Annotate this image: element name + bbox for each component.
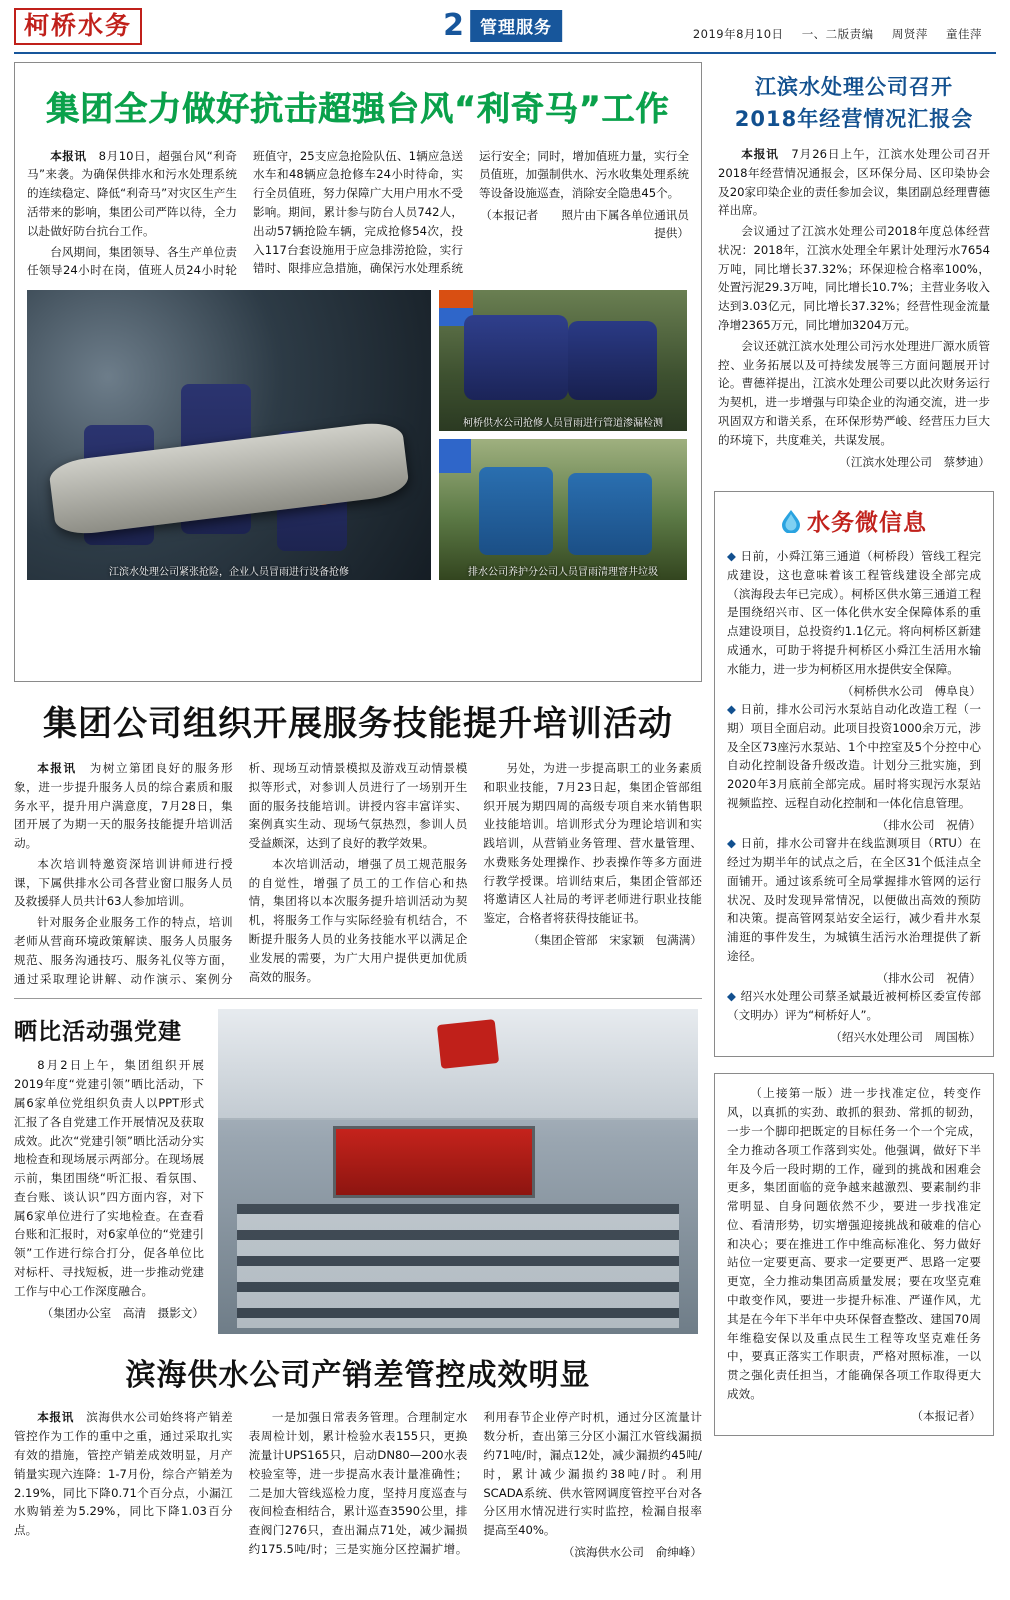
masthead-center <box>443 10 562 42</box>
wechat-item-sig: （柯桥供水公司 傅阜良） <box>841 683 981 698</box>
lead-photo-row <box>27 290 689 580</box>
photo-manhole-cleaning <box>439 439 687 580</box>
lead-headline: 集团全力做好抗击超强台风“利奇马”工作 <box>46 89 670 128</box>
jiangbin-para: 会议还就江滨水处理公司污水处理进厂源水质管控、业务拓展以及可持续发展等三方面问题展开讨论。曹德祥提出，江滨水处理公司要以此次财务运行为契机，进一步增强与印染企业的沟通交流，进一步巩固双方和谐关系，在环保形势严峻、经营压力巨大的环境下，共度难关，共谋发展。 <box>718 338 990 447</box>
jiangbin-signature: （江滨水处理公司 蔡梦迪） <box>839 454 990 469</box>
lead-article <box>14 62 702 682</box>
training-headline: 集团公司组织开展服务技能提升培训活动 <box>43 704 673 744</box>
publication-logo: 柯桥水务 <box>14 8 142 45</box>
water-drop-icon <box>781 509 801 533</box>
wechat-item-text: ◆ 日前，排水公司窨井在线监测项目（RTU）在经过为期半年的试点之后，在全区31个低洼点全面铺开。通过该系统可全局掌握排水管网的运行状况、及时发现异常情况，以便做出高效的预防和决策。提高管网泵站安全运行，减少看井水泵浦逛的事件发生，为城镇生活污水治理提供了新途径。 <box>727 834 981 965</box>
party-signature: （集团办公室 高清 摄影文） <box>41 1305 204 1320</box>
wechat-info-box <box>714 491 994 1057</box>
editor-name-2: 童佳萍 <box>946 27 982 41</box>
training-para: 本次培训活动，增强了员工规范服务的自觉性，增强了员工的工作信心和热情，集团将以本次服务提升培训活动为契机，将服务工作与实际经验有机结合，不断提升服务人员的业务技能水平以满足企业发展的需要，为广大用户提供更加优质高效的服务。 <box>248 856 468 984</box>
photo-flood-repair <box>27 290 431 580</box>
lead-para: 本报讯 8月10日，超强台风“利奇马”来袭。为确保供排水和污水处理系统的连续稳定、降低“利奇马”对灾区生产生活带来的影响，集团公司严阵以待，全力以赴做好防台抗台工作。 <box>27 148 237 238</box>
photo-caption: 柯桥供水公司抢修人员冒雨进行管道渗漏检测 <box>463 418 663 430</box>
binhai-para: 一是加强日常表务管理。合理制定水表周检计划，累计检验水表155只，更换流量计UPS165只，启动DN80—200水表校验室等，进一步提高水表计量准确性；二是加大管线巡检力度，坚持月度巡查与夜间检查相结合，累计巡查3590公里，排查阀门276只，查出漏点71处，减少漏损约175.5吨/时；三是实施分区控漏扩增。利用春节企业停产时机，通过分区流量计数分析，查出第三分区小漏江水管线漏损约71吨/时，漏点12处，减少漏损约45吨/时，累计减少漏损约38吨/时。利用SCADA系统、供水管网调度管控平台对各分区用水情况进行实时监控，检漏自报率提高至40%。 <box>248 1410 702 1556</box>
wechat-item-sig: （绍兴水处理公司 周国栋） <box>830 1029 981 1044</box>
page-number: 2 <box>443 8 465 43</box>
wechat-item-text: ◆ 日前，小舜江第三通道（柯桥段）管线工程完成建设，这也意味着该工程管线建设全部完成（滨海段去年已完成）。柯桥区供水第三通道工程是围绕绍兴市、区一体化供水安全保障体系的重点建设项目，总投资约1.1亿元。将向柯桥区新建成通水，可助于将提升柯桥区小舜江生活用水输水能力，进一步为柯桥区用水提供安全保障。 <box>727 547 981 678</box>
wechat-info-title: 水务微信息 <box>807 510 927 537</box>
training-signature: （集团企管部 宋家颖 包满满） <box>528 933 702 948</box>
training-para: 针对服务企业服务工作的特点，培训老师从营商环境政策解读、服务人员服务规范、服务沟通技巧、服务礼仪等方面，通过采取理论讲解、动作演示、案例分析、现场互动情景模拟及游戏互动情景模拟等形式，对参训人员进行了一场别开生面的服务技能培训。讲授内容丰富详实、案例真实生动、现场气氛热烈，参训人员受益颇深，达到了良好的教学效果。 <box>14 761 468 986</box>
training-text <box>14 759 702 988</box>
wechat-item-sig: （排水公司 祝倩） <box>876 970 981 985</box>
page-body <box>14 62 996 1582</box>
wechat-item-text: ◆ 日前，排水公司污水泵站自动化改造工程（一期）项目全面启动。此项目投资1000余万元，涉及全区73座污水泵站、1个中控室及5个分控中心自动化控制设备升级改造。计划分三批实施，到2020年3月底前全部完成。届时将实现污水泵站视频监控、远程自动化控制和一体化信息管理。 <box>727 700 981 813</box>
binhai-headline: 滨海供水公司产销差管控成效明显 <box>125 1358 591 1394</box>
masthead-rule <box>14 52 996 54</box>
training-article <box>14 696 702 988</box>
lead-para: 台风期间，集团领导、各生产单位责任领导24小时在岗，值班人员24小时轮班值守，25支应急抢险队伍、1辆应急送水车和48辆应急抢修车24小时待命，实行全员值班，努力保障广大用户用水不受影响。期间，累计参与防台人员742人，出动57辆抢险车辆，完成抢修54次，投入117台套设施用于应急排涝抢险，实行错时、限排应急措施，确保污水处理系统运行安全；同时，增加值班力量，实行全员值班，加强制供水、污水收集处理系统等设备设施巡查，消除安全隐患45个。 <box>27 148 689 278</box>
photo-caption: 江滨水处理公司紧张抢险，企业人员冒雨进行设备抢修 <box>109 567 349 579</box>
photo-leak-detection <box>439 290 687 431</box>
party-para: 8月2日上午，集团组织开展2019年度“党建引领”晒比活动，下属6家单位党组织负责人以PPT形式汇报了各自党建工作开展情况及获取成效。此次“党建引领”晒比活动分实地检查和现场展示两部分。在现场展示前，集团围绕“听汇报、看氛围、查台账、谈认识”四方面内容，对下属6家单位进行了实地检查。在查看台账和汇报时，对6家单位的“党建引领”工作进行综合打分，促各单位比对标杆、寻找短板，进一步推动党建工作与中心工作深度融合。 <box>14 1058 204 1298</box>
jiangbin-para: 本报讯 7月26日上午，江滨水处理公司召开2018年经营情况通报会，区环保分局、区印染协会及20家印染企业的责任参加会议，集团副总经理曹德祥出席。 <box>718 147 990 218</box>
training-para: 本次培训特邀资深培训讲师进行授课，下属供排水公司各营业窗口服务人员及救援驿人员共计63人参加培训。 <box>14 856 233 909</box>
wechat-info-title-row <box>727 504 981 537</box>
continued-para: （上接第一版）进一步找准定位，转变作风，以真抓的实劲、敢抓的狠劲、常抓的韧劲，一步一个脚印把既定的目标任务一个一个完成，全力推动各项工作落到实处。他强调，做好下半年及今后一段时期的工作，碰到的挑战和困难会更多，集团面临的竞争越来越激烈、要素制约非常明显、自身问题依然不少，要进一步找准定位、看清形势，切实增强迎接挑战和破难的信心和决心；要在推进工作中维高标准化、努力做好站位一定要更高、要求一定要更严、思路一定要更宽，全力推动集团高质量发展；要在攻坚克难中敢变作风，要进一步提升标准、严谨作风，尤其是在今年下半年中央环保督查整改、建国70周年维稳安保以及重点民生工程等攻坚克难任务中，要真正落实工作职责，严格对照标准，一以贯之强化责任担当，才能确保各项工作取得更大成效。 <box>727 1086 981 1401</box>
wechat-item-sig: （排水公司 祝倩） <box>876 817 981 832</box>
issue-date: 2019年8月10日 <box>692 27 784 41</box>
binhai-signature: （滨海供水公司 俞绅峰） <box>562 1544 702 1559</box>
section-tag: 管理服务 <box>470 10 562 42</box>
party-article <box>14 1009 702 1334</box>
binhai-article <box>14 1350 702 1561</box>
wechat-info-items <box>727 547 981 1046</box>
party-headline: 晒比活动强党建 <box>14 1019 182 1046</box>
masthead-meta <box>679 26 982 42</box>
training-para: 另处，为进一步提高职工的业务素质和职业技能，7月23日起，集团企管部组织开展为期四周的高级专项自来水销售职业技能培训。培训形式分为理论培训和实践培训，从营销业务管理、营水量管理、水费账务处理操作、抄表操作等多方面进行教学授课。培训结束后，集团企管部还将邀请区人社局的考评老师进行职业技能鉴定，合格者将获得技能证书。 <box>483 761 702 926</box>
training-para: 本报讯 为树立第团良好的服务形象，进一步提升服务人员的综合素质和服务水平，提升用户满意度，7月28日，集团开展了为期一天的服务技能提升培训活动。 <box>14 761 233 851</box>
binhai-para: 本报讯 滨海供水公司始终将产销差管控作为工作的重中之重，通过采取扎实有效的措施，管控产销差成效明显，月产销量实现六连降：1-7月份，综合产销差为2.19%，同比下降0.71个百分点，小漏江水购销差为5.29%，同比下降1.03百分点。 <box>14 1410 233 1538</box>
wechat-item-text: ◆ 绍兴水处理公司蔡圣斌最近被柯桥区委宣传部（文明办）评为“柯桥好人”。 <box>727 987 981 1025</box>
photo-party-meeting <box>218 1009 698 1334</box>
editor-role: 一、二版责编 <box>801 27 874 41</box>
lead-signature: （本报记者 照片由下属各单位通讯员提供） <box>480 207 689 241</box>
jiangbin-para: 会议通过了江滨水处理公司2018年度总体经营状况：2018年，江滨水处理全年累计处理污水7654万吨，同比增长37.32%；环保迎检合格率100%，处置污泥29.3万吨，同比增长10.7%；主营业务收入达到3.03亿元，同比增长37.32%；经营性现金流量净增2365万元，同比增加3204万元。 <box>718 224 990 333</box>
divider <box>14 998 702 999</box>
binhai-text <box>14 1408 702 1561</box>
left-column <box>14 62 702 1582</box>
editor-name-1: 周贤萍 <box>891 27 928 41</box>
jiangbin-article <box>714 62 994 477</box>
lead-text <box>27 147 689 280</box>
right-column <box>714 62 994 1582</box>
photo-caption: 排水公司养护分公司人员冒雨清理窨井垃圾 <box>468 567 658 579</box>
continued-article <box>714 1073 994 1436</box>
continued-signature: （本报记者） <box>911 1408 981 1423</box>
jiangbin-headline: 江滨水处理公司召开 2018年经营情况汇报会 <box>734 75 974 131</box>
masthead <box>14 0 996 52</box>
